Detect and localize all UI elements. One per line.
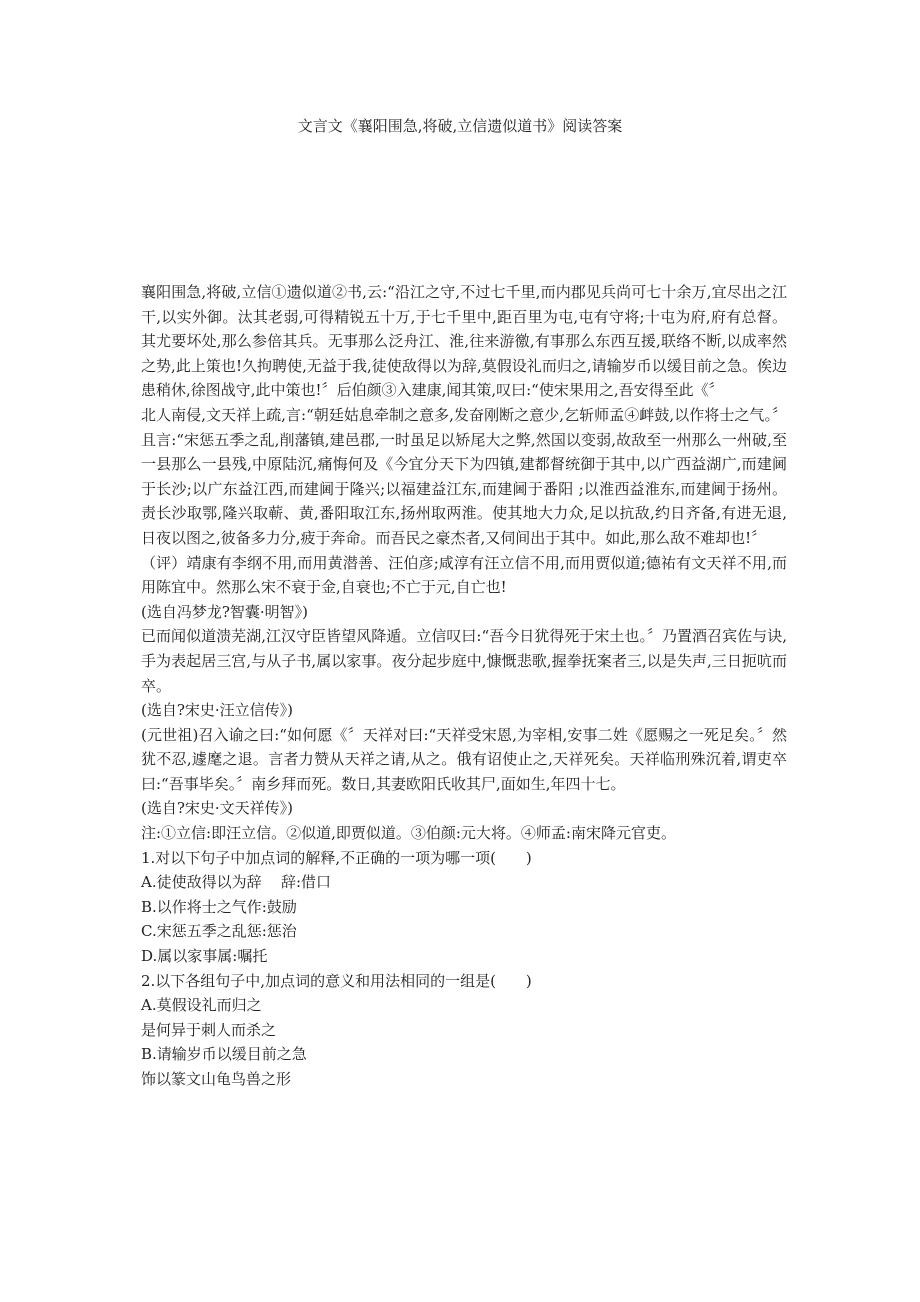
question-1-option-c: C.宋惩五季之乱惩:惩治: [141, 922, 297, 941]
source-citation-3: (选自?宋史·文天祥传》): [141, 799, 294, 818]
question-2-option-a-line-2: 是何异于刺人而杀之: [141, 1020, 277, 1039]
passage-paragraph-5: (元世祖)召入谕之曰:“如何愿《〞天祥对曰:“天祥受宋恩,为宰相,安事二姓《愿赐之一死足矣。〞然犹不忍,遽麾之退。言者力赞从天祥之请,从之。俄有诏使止之,天祥死矣。天祥临刑殊沉着,谓吏卒曰:“吾事毕矣。〞南乡拜而死。数日,其妻欧阳氏收其尸,面如生,年四十七。: [141, 725, 787, 793]
question-2-stem: 2.以下各组句子中,加点词的意义和用法相同的一组是( ): [141, 971, 532, 990]
passage-paragraph-4: 已而闻似道溃芜湖,江汉守臣皆望风降遁。立信叹曰:“吾今日犹得死于宋土也。〞乃置酒召宾佐与诀,手为表起居三宫,与从子书,属以家事。夜分起步庭中,慷慨悲歌,握拳抚案者三,以是失声,三日扼吭而卒。: [141, 627, 787, 695]
question-1-option-d: D.属以家事属:嘱托: [141, 947, 268, 966]
question-1-option-a: [141, 870, 787, 895]
commentary-paragraph: （评）靖康有李纲不用,而用黄潜善、汪伯彦;咸淳有汪立信不用,而用贾似道;德祐有文天祥不用,而用陈宜中。然那么宋不衰于金,自衰也;不亡于元,自亡也!: [141, 553, 787, 597]
source-citation-1: (选自冯梦龙?智囊·明智》): [141, 602, 309, 621]
source-citation-2: (选自?宋史·汪立信传》): [141, 701, 294, 720]
question-2-option-b-line-1: B.请输岁币以缓目前之急: [141, 1045, 307, 1064]
passage-paragraph-1: 襄阳围急,将破,立信①遗似道②书,云:“沿江之守,不过七千里,而内郡见兵尚可七十余万,宜尽出之江干,以实外御。汰其老弱,可得精锐五十万,于七千里中,距百里为屯,屯有守将;十屯为府,府有总督。其尤要坏处,那么参倍其兵。无事那么泛舟江、淮,往来游徼,有事那么东西互援,联络不断,以成率然之势,此上策也!久拘聘使,无益于我,徒使敌得以为辞,莫假设礼而归之,请输岁币以缓目前之急。俟边患稍休,徐图战守,此中策也!〞后伯颜③入建康,闻其策,叹曰:“使宋果用之,吾安得至此《〞: [141, 283, 787, 400]
passage-paragraph-2: 北人南侵,文天祥上疏,言:“朝廷姑息牵制之意多,发奋刚断之意少,乞斩师孟④衅鼓,以作将士之气。〞且言:“宋惩五季之乱,削藩镇,建邑郡,一时虽足以矫尾大之弊,然国以变弱,故敌至一州那么一州破,至一县那么一县残,中原陆沉,痛悔何及《今宜分天下为四镇,建都督统御于其中,以广西益湖广,而建阃于长沙;以广东益江西,而建阃于隆兴;以福建益江东,而建阃于番阳 ;以淮西益淮东,而建阃于扬州。责长沙取鄂,隆兴取蕲、黄,番阳取江东,扬州取两淮。使其地大力众,足以抗敌,约日齐备,有进无退,日夜以图之,彼备多力分,疲于奔命。而吾民之豪杰者,又伺间出于其中。如此,那么敌不难却也!〞: [141, 405, 787, 547]
question-2-option-b-line-2: 饰以篆文山龟鸟兽之形: [141, 1070, 292, 1088]
page-title: 文言文《襄阳围急,将破,立信遗似道书》阅读答案: [297, 117, 623, 135]
question-2-option-a-line-1: A.莫假设礼而归之: [141, 996, 262, 1015]
question-1-stem: 1.对以下句子中加点词的解释,不正确的一项为哪一项( ): [141, 848, 532, 867]
article-body: [141, 280, 787, 1092]
option-a-text: A.徒使敌得以为辞: [141, 873, 262, 892]
option-a-answer: 辞:借口: [281, 873, 332, 892]
annotation-notes: 注:①立信:即汪立信。②似道,即贾似道。③伯颜:元大将。④师孟:南宋降元官吏。: [141, 824, 676, 843]
question-1-option-b: B.以作将士之气作:鼓励: [141, 897, 297, 916]
